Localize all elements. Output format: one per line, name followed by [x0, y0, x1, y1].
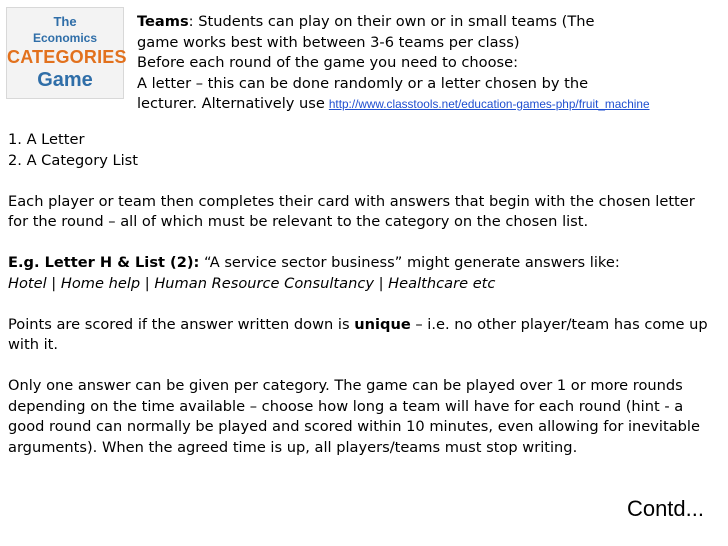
logo-line-categories: CATEGORIES	[7, 47, 127, 67]
intro-line-2: game works best with between 3-6 teams per class)	[137, 33, 520, 51]
economics-categories-game-logo	[6, 7, 127, 99]
paragraph-1-line-2: for the round – all of which must be relevant to the category on the chosen list.	[8, 213, 589, 230]
points-line-1	[8, 315, 723, 336]
paragraph-1-line-1: Each player or team then completes their card with answers that begin with the chosen letter	[8, 192, 695, 210]
intro-line-1	[137, 12, 722, 33]
rules-body	[8, 130, 723, 458]
teams-label: Teams	[137, 13, 189, 30]
continued-label: Contd...	[626, 496, 704, 521]
intro-line-3: Before each round of the game you need to choose:	[137, 54, 519, 71]
fruit-machine-link[interactable]: http://www.classtools.net/education-games-php/fruit_machine	[328, 97, 650, 111]
logo-line-economics: Economics	[32, 31, 98, 45]
example-label: E.g. Letter H & List (2):	[8, 254, 200, 271]
intro-text	[137, 12, 722, 115]
points-unique: unique	[354, 315, 411, 333]
example-line	[8, 253, 723, 274]
logo-line-game: Game	[37, 69, 93, 91]
list-item-category-list: 2. A Category List	[8, 151, 138, 169]
intro-line-5	[137, 94, 722, 115]
list-item-letter: 1. A Letter	[8, 131, 85, 148]
points-after: – i.e. no other player/team has come up	[410, 315, 708, 333]
logo-line-the: The	[53, 14, 77, 29]
paragraph-3-line-3: good round can normally be played and scored within 10 minutes, even allowing for inevitable	[8, 418, 700, 435]
points-before: Points are scored if the answer written down is	[8, 315, 355, 333]
intro-line-4: A letter – this can be done randomly or a letter chosen by the	[137, 74, 589, 92]
example-answers	[8, 274, 723, 295]
points-line-2: with it.	[8, 336, 59, 353]
example-answers-text: Hotel | Home help | Human Resource Consultancy | Healthcare etc	[8, 274, 496, 292]
intro-line-5-text: lecturer. Alternatively use	[137, 95, 325, 112]
example-text: “A service sector business” might generate answers like:	[199, 254, 620, 271]
paragraph-3-line-1: Only one answer can be given per category. The game can be played over 1 or more rounds	[8, 377, 683, 394]
intro-line-1-rest: : Students can play on their own or in small teams (The	[188, 13, 595, 30]
paragraph-3-line-2: depending on the time available – choose how long a team will have for each round (hint - a	[8, 397, 684, 415]
paragraph-3-line-4: arguments). When the agreed time is up, all players/teams must stop writing.	[8, 438, 578, 456]
